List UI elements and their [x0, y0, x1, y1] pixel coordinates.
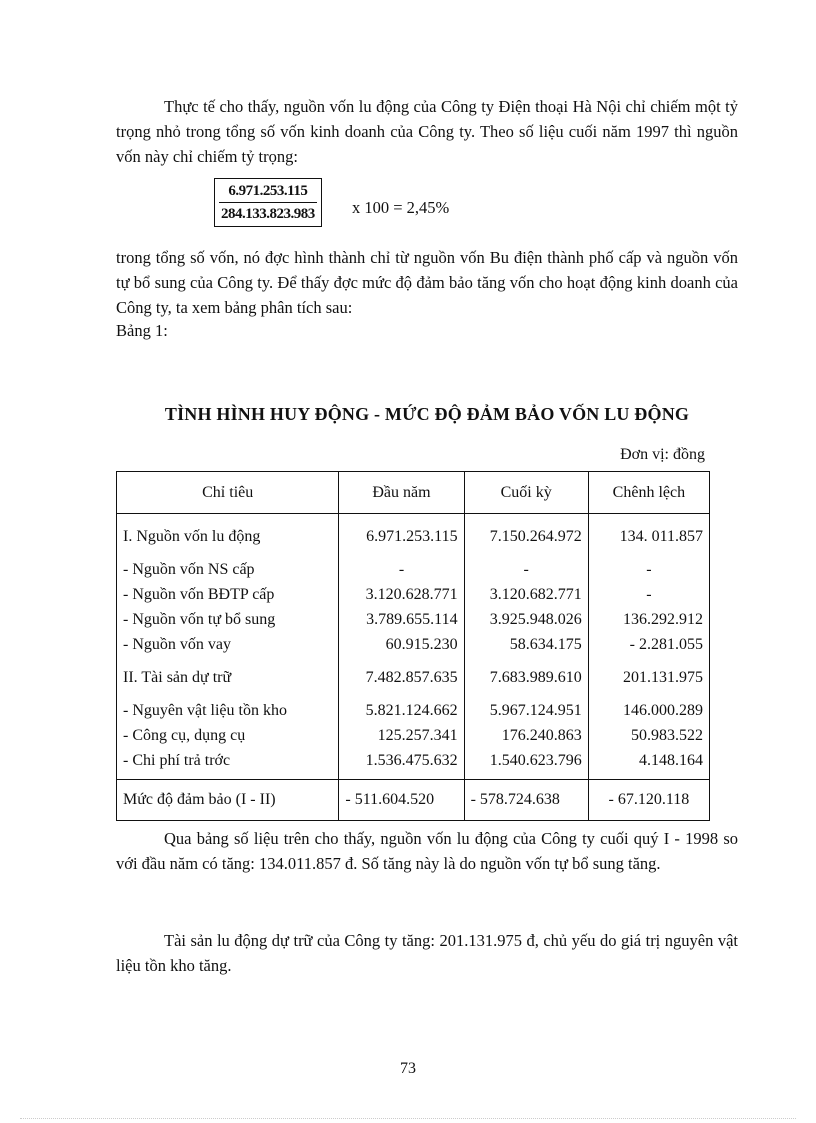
row-label: I. Nguồn vốn lu động — [117, 514, 339, 550]
row-label: - Nguyên vật liệu tồn kho — [117, 690, 339, 723]
cell-begin: 7.482.857.635 — [339, 657, 464, 690]
header-cell: Cuối kỳ — [464, 472, 588, 514]
cell-begin: 3.789.655.114 — [339, 607, 464, 632]
table-row — [117, 514, 710, 550]
cell-diff: 50.983.522 — [588, 723, 709, 748]
cell-diff: 146.000.289 — [588, 690, 709, 723]
fraction-result: x 100 = 2,45% — [352, 198, 450, 217]
fraction-denominator: 284.133.823.983 — [221, 206, 315, 222]
intro-paragraph: Thực tế cho thấy, nguồn vốn lu động của Công ty Điện thoại Hà Nội chỉ chiếm một tỷ trọng nhỏ trong tổng số vốn kinh doanh của Công ty. Theo số liệu cuối năm 1997 thì nguồn vốn này chỉ chiếm tỷ trọng: — [116, 97, 738, 166]
cell-begin: 5.821.124.662 — [339, 690, 464, 723]
total-begin: - 511.604.520 — [339, 780, 464, 821]
row-label: II. Tài sản dự trữ — [117, 657, 339, 690]
page-bottom-divider — [20, 1118, 796, 1119]
cell-end: 7.150.264.972 — [464, 514, 588, 550]
header-cell: Đầu năm — [339, 472, 464, 514]
table-total-row — [117, 780, 710, 821]
cell-diff: - — [588, 549, 709, 582]
cell-begin: 1.536.475.632 — [339, 748, 464, 780]
capital-table — [116, 471, 710, 821]
cell-end: 58.634.175 — [464, 632, 588, 657]
row-label: - Nguồn vốn NS cấp — [117, 549, 339, 582]
header-cell: Chênh lệch — [588, 472, 709, 514]
table-row — [117, 748, 710, 780]
cell-end: 3.925.948.026 — [464, 607, 588, 632]
cell-end: 176.240.863 — [464, 723, 588, 748]
cell-diff: - 2.281.055 — [588, 632, 709, 657]
row-label: - Công cụ, dụng cụ — [117, 723, 339, 748]
cell-begin: 3.120.628.771 — [339, 582, 464, 607]
cell-begin: 60.915.230 — [339, 632, 464, 657]
table-header-row — [117, 472, 710, 514]
third-paragraph: Qua bảng số liệu trên cho thấy, nguồn vốn lu động của Công ty cuối quý I - 1998 so với đầu năm có tăng: 134.011.857 đ. Số tăng này là do nguồn vốn tự bổ sung tăng. — [116, 829, 738, 873]
table-label: Bảng 1: — [116, 321, 168, 340]
cell-begin: - — [339, 549, 464, 582]
cell-begin: 6.971.253.115 — [339, 514, 464, 550]
table-row — [117, 657, 710, 690]
total-diff: - 67.120.118 — [588, 780, 709, 821]
fraction-box — [214, 178, 322, 227]
fraction-numerator: 6.971.253.115 — [219, 181, 317, 203]
row-label: - Chi phí trả trớc — [117, 748, 339, 780]
cell-end: - — [464, 549, 588, 582]
unit-label: Đơn vị: đồng — [620, 446, 705, 463]
header-cell: Chỉ tiêu — [117, 472, 339, 514]
cell-diff: - — [588, 582, 709, 607]
cell-diff: 134. 011.857 — [588, 514, 709, 550]
row-label: - Nguồn vốn vay — [117, 632, 339, 657]
fourth-paragraph: Tài sản lu động dự trữ của Công ty tăng: 201.131.975 đ, chủ yếu do giá trị nguyên vật liệu tồn kho tăng. — [116, 931, 738, 975]
table-row — [117, 607, 710, 632]
second-paragraph: trong tổng số vốn, nó đợc hình thành chỉ từ nguồn vốn Bu điện thành phố cấp và nguồn vốn tự bổ sung của Công ty. Để thấy đợc mức độ đảm bảo tăng vốn cho hoạt động kinh doanh của Công ty, ta xem bảng phân tích sau: — [116, 248, 738, 317]
cell-end: 3.120.682.771 — [464, 582, 588, 607]
row-label: - Nguồn vốn tự bổ sung — [117, 607, 339, 632]
cell-diff: 136.292.912 — [588, 607, 709, 632]
row-label: - Nguồn vốn BĐTP cấp — [117, 582, 339, 607]
table-row — [117, 723, 710, 748]
table-row — [117, 549, 710, 582]
table-row — [117, 632, 710, 657]
total-end: - 578.724.638 — [464, 780, 588, 821]
table-row — [117, 582, 710, 607]
total-label: Mức độ đảm bảo (I - II) — [117, 780, 339, 821]
cell-end: 5.967.124.951 — [464, 690, 588, 723]
cell-diff: 201.131.975 — [588, 657, 709, 690]
cell-end: 1.540.623.796 — [464, 748, 588, 780]
cell-diff: 4.148.164 — [588, 748, 709, 780]
cell-end: 7.683.989.610 — [464, 657, 588, 690]
table-row — [117, 690, 710, 723]
page-number: 73 — [400, 1060, 416, 1077]
table-title: TÌNH HÌNH HUY ĐỘNG - MỨC ĐỘ ĐẢM BẢO VỐN LU ĐỘNG — [164, 404, 690, 424]
cell-begin: 125.257.341 — [339, 723, 464, 748]
